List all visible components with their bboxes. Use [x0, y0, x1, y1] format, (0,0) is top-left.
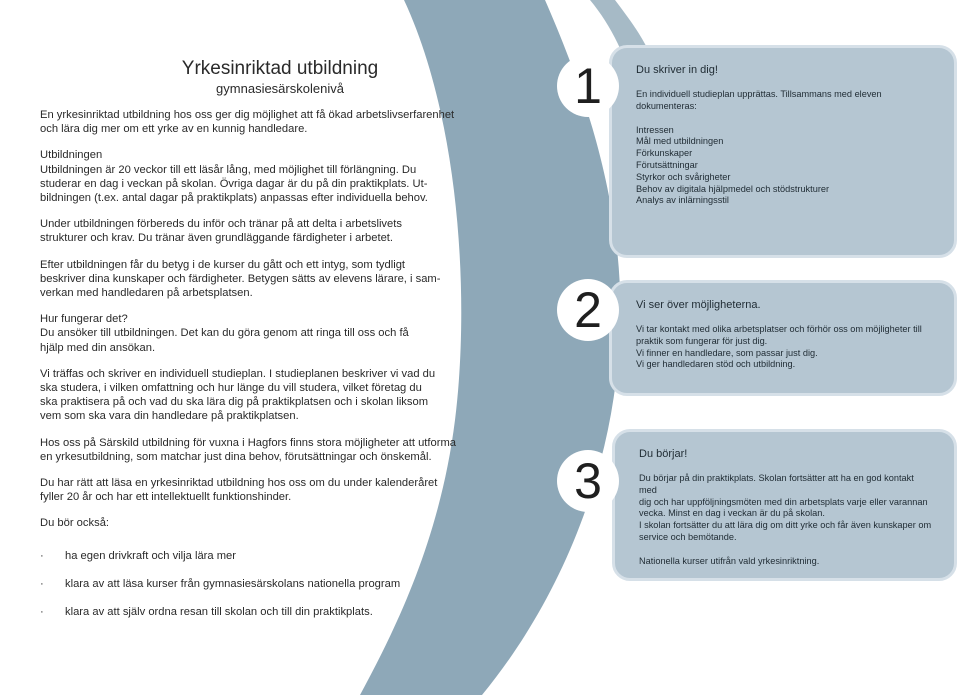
page-title: Yrkesinriktad utbildning: [181, 58, 379, 79]
step-1-card: Du skriver in dig! En individuell studieplan upprättas. Tillsammans med eleven dokumenteras: Intressen Mål med utbildningen Förkunskaper Förutsättningar Styrkor och svårigheter Behov av digitala hjälpmedel och stödstrukturer Analys av inlärningsstil: [609, 45, 957, 258]
bullet-mark: ·: [40, 549, 44, 562]
step-3-card: Du börjar! Du börjar på din praktikplats. Skolan fortsätter att ha en god kontakt med dig och har uppföljningsmöten med din arbetsplats varje eller varannan vecka. Minst en dag i veckan är du på skolan. I skolan fortsätter du att lära dig om ditt yrke och får även kunskaper om service och bemötande. Nationella kurser utifrån vald yrkesinriktning.: [612, 429, 957, 581]
bullet-mark: ·: [40, 606, 44, 619]
bullet-item: · ha egen drivkraft och vilja lära mer: [40, 549, 236, 562]
step-3-extra-note: Nationella kurser utifrån vald yrkesinriktning.: [639, 555, 820, 566]
step-2-heading: Vi ser över möjligheterna.: [636, 299, 761, 311]
step-1-list-item: Styrkor och svårigheter: [636, 171, 731, 182]
step-3-heading: Du börjar!: [639, 448, 688, 460]
also-heading: Du bör också:: [40, 517, 110, 530]
bullet-mark: ·: [40, 577, 44, 590]
hagfors-paragraph: Hos oss på Särskild utbildning för vuxna i Hagfors finns stora möjligheter att utforma en yrkesutbildning, som matchar just dina behov, förutsättningar och önskemål.: [40, 436, 456, 463]
step-1-list-item: Förutsättningar: [636, 159, 698, 170]
bullet-item: · klara av att själv ordna resan till skolan och till din praktikplats.: [40, 606, 373, 619]
step-3-number: 3: [557, 450, 619, 512]
step-1-list-item: Behov av digitala hjälpmedel och stödstrukturer: [636, 183, 830, 194]
eligibility-paragraph: Du har rätt att läsa en yrkesinriktad utbildning hos oss om du under kalenderåret fyller 20 år och har ett intellektuellt funktionshinder.: [40, 477, 438, 504]
bullet-item: · klara av att läsa kurser från gymnasiesärskolans nationella program: [40, 577, 401, 590]
meeting-paragraph: Vi träffas och skriver en individuell studieplan. I studieplanen beskriver vi vad du ska studera, i vilken omfattning och hur länge du vill studera, vilket företag du ska praktisera på och vad du ska lära dig på praktikplatsen och i skolan liksom vem som ska vara din handledare på praktikplatsen.: [40, 367, 436, 423]
step-1-list-item: Intressen: [636, 124, 674, 135]
education-paragraph: Utbildningen Utbildningen är 20 veckor till ett läsår lång, med möjlighet till förlängning. Du studerar en dag i veckan på skolan. Övriga dagar är du på din praktikplats. Ut- bildningen (t.ex. antal dagar på praktikplats) anpassas efter individuella behov.: [40, 149, 428, 205]
page-subtitle: gymnasiesärskolenivå: [216, 81, 344, 96]
step-2-number: 2: [557, 279, 619, 341]
step-1-list-item: Förkunskaper: [636, 148, 693, 159]
grades-paragraph: Efter utbildningen får du betyg i de kurser du gått och ett intyg, som tydligt beskriver dina kunskaper och färdigheter. Betygen sätts av elevens lärare, i sam- verkan med handledaren på arbetsplatsen.: [40, 258, 441, 300]
main-text-column: [40, 58, 460, 633]
how-paragraph: Hur fungerar det? Du ansöker till utbildningen. Det kan du göra genom att ringa till oss och få hjälp med din ansökan.: [40, 313, 409, 354]
step-1-number: 1: [557, 55, 619, 117]
step-1-heading: Du skriver in dig!: [636, 64, 718, 76]
step-1-list-item: Analys av inlärningsstil: [636, 195, 729, 206]
intro-paragraph: En yrkesinriktad utbildning hos oss ger dig möjlighet att få ökad arbetslivserfarenhet och lära dig mer om ett yrke av en kunnig handledare.: [40, 109, 455, 136]
preparation-paragraph: Under utbildningen förbereds du inför och tränar på att delta i arbetslivets strukturer och krav. Du tränar även grundläggande färdigheter i arbetet.: [40, 218, 402, 245]
step-2-card: Vi ser över möjligheterna. Vi tar kontakt med olika arbetsplatser och förhör oss om möjligheter till praktik som fungerar för just dig. Vi finner en handledare, som passar just dig. Vi ger handledaren stöd och utbildning.: [609, 280, 957, 396]
step-1-list-item: Mål med utbildningen: [636, 136, 724, 147]
